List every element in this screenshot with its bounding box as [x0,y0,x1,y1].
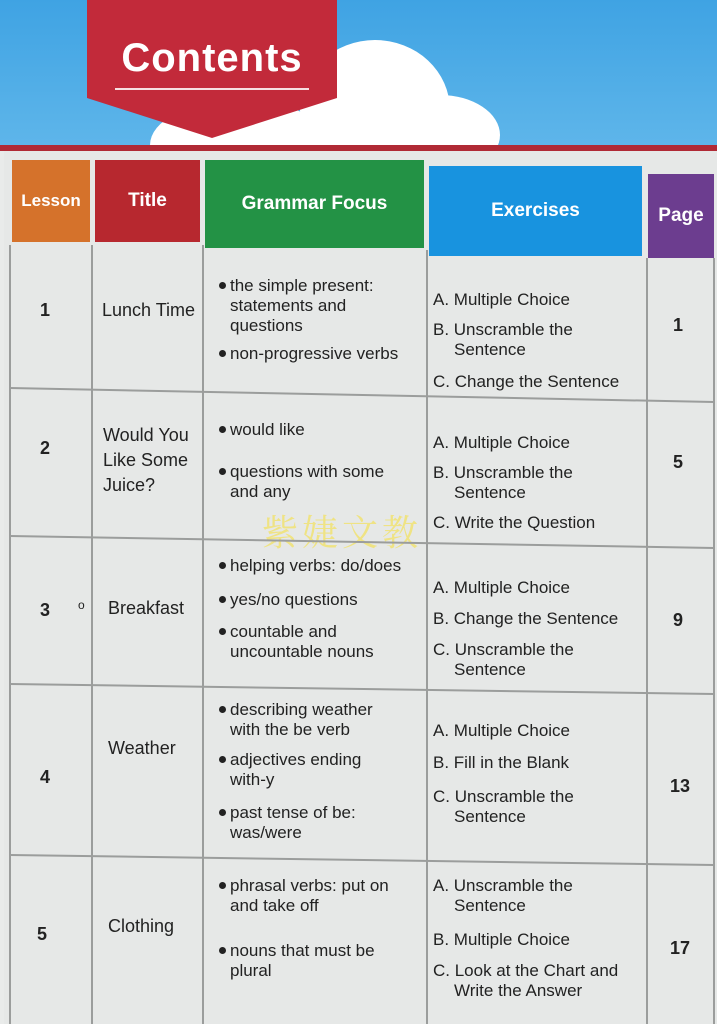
grammar-point [230,344,430,364]
exercise-item [433,290,653,310]
text-line: Breakfast [108,598,185,618]
bullet-icon [219,426,226,433]
page-number: 1 [673,315,684,335]
text-line: and any [230,482,291,501]
text-line: A. Multiple Choice [433,290,571,309]
bullet-icon [219,628,226,635]
text-line: nouns that must be [230,941,375,960]
text-line: A. Unscramble the [433,876,573,895]
bullet-icon [219,562,226,569]
exercise-item [433,609,653,629]
exercise-item [433,513,653,533]
text-line: past tense of be: [230,803,356,822]
text-line: yes/no questions [230,590,358,609]
page-number: 17 [670,938,691,958]
exercise-item [433,753,653,773]
page-number: 9 [673,610,684,630]
text-line: C. Unscramble the [433,787,574,806]
text-line: Sentence [454,896,526,915]
lesson-title [102,298,198,323]
column-header-title: Title [95,160,200,242]
text-line: B. Fill in the Blank [433,753,570,772]
exercise-item [433,372,653,392]
exercise-item [433,320,653,360]
grammar-point [230,462,430,502]
column-header-page: Page [648,174,714,258]
lesson-title [108,596,204,621]
bullet-icon [219,809,226,816]
bullet-icon [219,282,226,289]
bullet-icon [219,706,226,713]
text-line: Sentence [454,807,526,826]
text-line: Sentence [454,483,526,502]
text-line: B. Unscramble the [433,463,573,482]
column-header-lesson: Lesson [12,160,90,242]
exercise-item [433,578,653,598]
lesson-number: 5 [37,924,48,944]
text-line: C. Write the Question [433,513,596,532]
lesson-number: 3 [40,600,51,620]
page-title: Contents [121,36,303,80]
bullet-icon [219,350,226,357]
stray-mark: o [78,598,85,612]
column-header-exercises: Exercises [429,166,642,256]
exercise-item [433,961,653,1001]
text-line: Juice? [103,475,156,495]
lesson-number: 4 [40,767,51,787]
exercise-item [433,433,653,453]
grammar-point [230,700,430,740]
text-line: adjectives ending [230,750,362,769]
grammar-point [230,622,430,662]
text-line: A. Multiple Choice [433,433,571,452]
text-line: B. Change the Sentence [433,609,619,628]
column-header-grammar: Grammar Focus [205,160,424,248]
text-line: A. Multiple Choice [433,721,571,740]
grammar-point [230,876,430,916]
exercise-item [433,787,653,827]
page-number: 13 [670,776,691,796]
bullet-icon [219,596,226,603]
text-line: uncountable nouns [230,642,374,661]
text-line: would like [230,420,305,439]
text-line: phrasal verbs: put on [230,876,389,895]
text-line: Would You [103,425,189,445]
text-line: countable and [230,622,337,641]
exercise-item [433,640,653,680]
text-line: plural [230,961,272,980]
grammar-point [230,803,430,843]
text-line: Sentence [454,340,526,359]
page-number: 5 [673,452,684,472]
text-line: Weather [108,738,176,758]
bullet-icon [219,882,226,889]
bullet-icon [219,756,226,763]
grammar-point [230,590,430,610]
text-line: was/were [230,823,302,842]
text-line: non-progressive verbs [230,344,399,363]
text-line: B. Multiple Choice [433,930,571,949]
lesson-title [108,914,204,939]
text-line: questions [230,316,303,335]
watermark: 紫婕文教 [262,512,423,553]
exercise-item [433,876,653,916]
text-line: C. Look at the Chart and [433,961,619,980]
grammar-point [230,750,430,790]
grammar-point [230,420,430,440]
text-line: the simple present: [230,276,374,295]
text-line: with-y [230,770,275,789]
text-line: C. Change the Sentence [433,372,620,391]
text-line: Sentence [454,660,526,679]
text-line: Write the Answer [454,981,583,1000]
text-line: with the be verb [230,720,351,739]
text-line: Lunch Time [102,300,196,320]
text-line: Clothing [108,916,175,936]
text-line: B. Unscramble the [433,320,573,339]
lesson-title [103,423,199,498]
text-line: statements and [230,296,347,315]
bullet-icon [219,947,226,954]
grammar-point [230,276,430,336]
lesson-number: 2 [40,438,51,458]
text-line: A. Multiple Choice [433,578,571,597]
lesson-title [108,736,204,761]
text-line: helping verbs: do/does [230,556,402,575]
text-line: and take off [230,896,319,915]
exercise-item [433,721,653,741]
text-line: C. Unscramble the [433,640,574,659]
grammar-point [230,556,430,576]
grammar-point [230,941,430,981]
exercise-item [433,463,653,503]
bullet-icon [219,468,226,475]
text-line: questions with some [230,462,385,481]
exercise-item [433,930,653,950]
text-line: describing weather [230,700,373,719]
text-line: Like Some [103,450,189,470]
lesson-number: 1 [40,300,51,320]
